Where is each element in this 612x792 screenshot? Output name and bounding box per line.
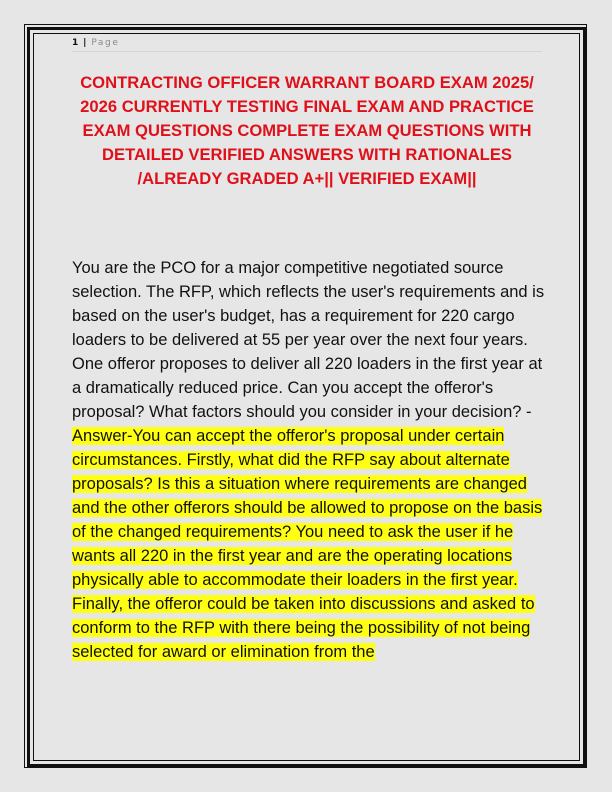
page-header — [72, 36, 542, 52]
page-number: 1 — [72, 38, 79, 48]
question-block — [72, 256, 548, 664]
document-title: CONTRACTING OFFICER WARRANT BOARD EXAM 2025/ 2026 CURRENTLY TESTING FINAL EXAM AND PRACTICE EXAM QUESTIONS COMPLETE EXAM QUESTIONS WITH DETAILED VERIFIED ANSWERS WITH RATIONALES /ALREADY GRADED A+|| VERIFIED EXAM|| — [80, 73, 534, 188]
question-paragraph — [72, 256, 548, 664]
page-separator: | — [83, 38, 87, 48]
question-text: You are the PCO for a major competitive negotiated source selection. The RFP, which reflects the user's requirements and is based on the user's budget, has a requirement for 220 cargo loaders to be delivered at 55 per year over the next four years. One offeror proposes to deliver all 220 loaders in the first year at a dramatically reduced price. Can you accept the offeror's proposal? What factors should you consider in your decision? - — [72, 259, 545, 421]
highlighted-answer: Answer-You can accept the offeror's proposal under certain circumstances. Firstly, what did the RFP say about alternate proposals? Is this a situation where requirements are changed and the other offerors should be allowed to propose on the basis of the changed requirements? You need to ask the user if he wants all 220 in the first year and are the operating locations physically able to accommodate their loaders in the first year. Finally, the offeror could be taken into discussions and asked to conform to the RFP with there being the possibility of not being selected for award or elimination from the — [72, 427, 543, 661]
page-label: Page — [91, 38, 120, 48]
